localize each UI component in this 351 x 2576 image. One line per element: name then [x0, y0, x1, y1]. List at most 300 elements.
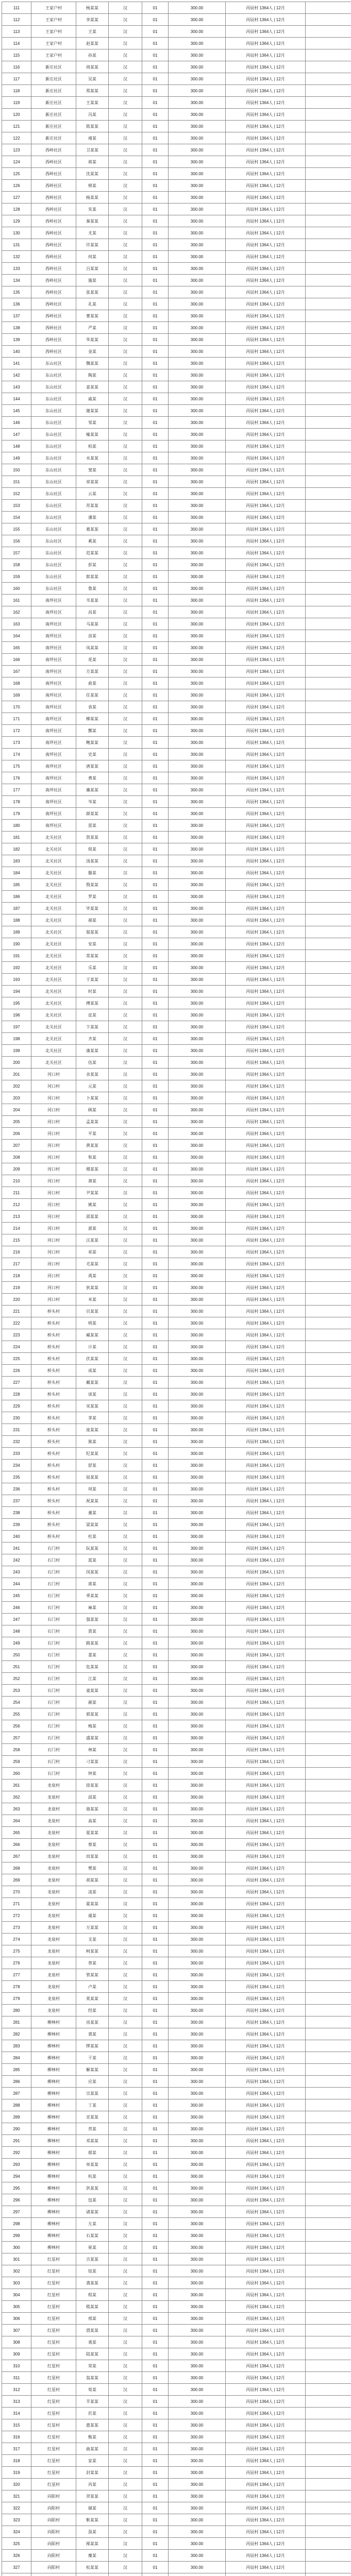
table-row: [2, 168, 351, 180]
cell-amount: 300.00: [169, 1543, 226, 1554]
table-row: [2, 2016, 351, 2028]
table-row: [2, 1625, 351, 1637]
cell-note: 丙辰村 1364人 | 12月: [226, 1211, 306, 1223]
cell-ethnicity: 汉: [109, 2135, 142, 2147]
cell-blank: [306, 14, 351, 26]
cell-name: 米某: [76, 1294, 109, 1306]
cell-note: 丙辰村 1364人 | 12月: [226, 1151, 306, 1163]
cell-seq: 119: [2, 97, 31, 109]
cell-unit: 桥头村: [31, 1507, 76, 1519]
cell-unit: 北关社区: [31, 938, 76, 950]
cell-note: 丙辰村 1364人 | 12月: [226, 749, 306, 760]
cell-unit: 柳林村: [31, 2052, 76, 2064]
cell-amount: 300.00: [169, 512, 226, 523]
cell-ethnicity: 汉: [109, 2301, 142, 2313]
cell-ethnicity: 汉: [109, 2372, 142, 2384]
cell-note: 丙辰村 1364人 | 12月: [226, 571, 306, 583]
table-row: [2, 1388, 351, 1400]
cell-ethnicity: 汉: [109, 1471, 142, 1483]
cell-unit: 向阳村: [31, 2562, 76, 2573]
cell-count: 01: [142, 986, 169, 997]
cell-note: 丙辰村 1364人 | 12月: [226, 2016, 306, 2028]
cell-amount: 300.00: [169, 796, 226, 808]
cell-ethnicity: 汉: [109, 1815, 142, 1827]
cell-unit: 红星村: [31, 2301, 76, 2313]
cell-note: 丙辰村 1364人 | 12月: [226, 701, 306, 713]
cell-name: 何某: [76, 251, 109, 263]
cell-note: 丙辰村 1364人 | 12月: [226, 1661, 306, 1673]
cell-amount: 300.00: [169, 2479, 226, 2490]
cell-name: 荀某: [76, 2384, 109, 2396]
cell-blank: [306, 2206, 351, 2218]
cell-note: 丙辰村 1364人 | 12月: [226, 2111, 306, 2123]
cell-amount: 300.00: [169, 2218, 226, 2230]
cell-name: 狄某某: [76, 1282, 109, 1294]
cell-unit: 东山社区: [31, 547, 76, 559]
cell-seq: 112: [2, 14, 31, 26]
cell-count: 01: [142, 1483, 169, 1495]
cell-seq: 123: [2, 144, 31, 156]
cell-unit: 桥头村: [31, 1531, 76, 1543]
cell-seq: 261: [2, 1780, 31, 1791]
cell-ethnicity: 汉: [109, 121, 142, 132]
cell-unit: 河口村: [31, 1163, 76, 1175]
cell-seq: 271: [2, 1898, 31, 1910]
cell-seq: 198: [2, 1033, 31, 1045]
cell-unit: 东山社区: [31, 381, 76, 393]
cell-unit: 西岭社区: [31, 168, 76, 180]
cell-ethnicity: 汉: [109, 784, 142, 796]
cell-blank: [306, 1685, 351, 1697]
cell-count: 01: [142, 523, 169, 535]
table-row: [2, 1246, 351, 1258]
cell-count: 01: [142, 1175, 169, 1187]
cell-note: 丙辰村 1364人 | 12月: [226, 760, 306, 772]
cell-seq: 206: [2, 1128, 31, 1140]
cell-name: 雷某: [76, 820, 109, 832]
cell-blank: [306, 2550, 351, 2562]
table-row: [2, 2265, 351, 2277]
cell-note: 丙辰村 1364人 | 12月: [226, 1436, 306, 1448]
cell-seq: 236: [2, 1483, 31, 1495]
cell-ethnicity: 汉: [109, 749, 142, 760]
cell-unit: 红星村: [31, 2384, 76, 2396]
cell-seq: 182: [2, 843, 31, 855]
cell-ethnicity: 汉: [109, 464, 142, 476]
cell-ethnicity: 汉: [109, 843, 142, 855]
cell-blank: [306, 286, 351, 298]
cell-name: 邬某某: [76, 926, 109, 938]
cell-count: 01: [142, 1969, 169, 1981]
cell-name: 柳某某: [76, 713, 109, 725]
cell-note: 丙辰村 1364人 | 12月: [226, 1234, 306, 1246]
cell-blank: [306, 2360, 351, 2372]
cell-amount: 300.00: [169, 2289, 226, 2301]
cell-ethnicity: 汉: [109, 1957, 142, 1969]
cell-amount: 300.00: [169, 393, 226, 405]
cell-name: 邱某: [76, 1791, 109, 1803]
cell-unit: 柳林村: [31, 2218, 76, 2230]
cell-ethnicity: 汉: [109, 630, 142, 642]
cell-seq: 293: [2, 2159, 31, 2171]
cell-ethnicity: 汉: [109, 2064, 142, 2076]
cell-note: 丙辰村 1364人 | 12月: [226, 1187, 306, 1199]
cell-note: 丙辰村 1364人 | 12月: [226, 855, 306, 867]
cell-name: 万某某: [76, 1922, 109, 1934]
cell-ethnicity: 汉: [109, 2265, 142, 2277]
cell-blank: [306, 713, 351, 725]
cell-amount: 300.00: [169, 1282, 226, 1294]
table-row: [2, 1317, 351, 1329]
table-row: [2, 701, 351, 713]
cell-count: 01: [142, 559, 169, 571]
cell-ethnicity: 汉: [109, 820, 142, 832]
cell-seq: 310: [2, 2360, 31, 2372]
table-row: [2, 1945, 351, 1957]
cell-count: 01: [142, 239, 169, 251]
cell-unit: 东山社区: [31, 535, 76, 547]
cell-count: 01: [142, 583, 169, 595]
cell-ethnicity: 汉: [109, 2040, 142, 2052]
cell-unit: 柳林村: [31, 2088, 76, 2099]
cell-name: 陆某某: [76, 2348, 109, 2360]
cell-ethnicity: 汉: [109, 1341, 142, 1353]
cell-blank: [306, 1258, 351, 1270]
cell-seq: 248: [2, 1625, 31, 1637]
table-row: [2, 559, 351, 571]
cell-count: 01: [142, 1780, 169, 1791]
cell-ethnicity: 汉: [109, 808, 142, 820]
cell-amount: 300.00: [169, 500, 226, 512]
cell-ethnicity: 汉: [109, 1851, 142, 1862]
cell-ethnicity: 汉: [109, 204, 142, 215]
cell-name: 贾某: [76, 1625, 109, 1637]
table-row: [2, 263, 351, 275]
table-row: [2, 1756, 351, 1768]
table-row: [2, 488, 351, 500]
cell-count: 01: [142, 2206, 169, 2218]
cell-note: 丙辰村 1364人 | 12月: [226, 903, 306, 914]
cell-seq: 283: [2, 2040, 31, 2052]
table-row: [2, 1708, 351, 1720]
cell-seq: 178: [2, 796, 31, 808]
cell-amount: 300.00: [169, 1934, 226, 1945]
cell-unit: 南坪社区: [31, 701, 76, 713]
cell-name: 康某某: [76, 1045, 109, 1057]
table-row: [2, 1874, 351, 1886]
cell-note: 丙辰村 1364人 | 12月: [226, 2171, 306, 2182]
cell-note: 丙辰村 1364人 | 12月: [226, 832, 306, 843]
cell-amount: 300.00: [169, 583, 226, 595]
table-row: [2, 2, 351, 14]
cell-ethnicity: 汉: [109, 1862, 142, 1874]
cell-note: 丙辰村 1364人 | 12月: [226, 950, 306, 962]
cell-amount: 300.00: [169, 239, 226, 251]
cell-name: 储某: [76, 2502, 109, 2514]
cell-blank: [306, 1957, 351, 1969]
table-row: [2, 879, 351, 891]
cell-ethnicity: 汉: [109, 1460, 142, 1471]
cell-count: 01: [142, 642, 169, 654]
cell-seq: 266: [2, 1839, 31, 1851]
cell-unit: 桥头村: [31, 1353, 76, 1365]
cell-name: 魏某某: [76, 358, 109, 369]
cell-ethnicity: 汉: [109, 713, 142, 725]
cell-count: 01: [142, 346, 169, 358]
table-row: [2, 1957, 351, 1969]
cell-ethnicity: 汉: [109, 2538, 142, 2550]
cell-seq: 294: [2, 2171, 31, 2182]
cell-count: 01: [142, 73, 169, 85]
cell-name: 邵某某: [76, 1211, 109, 1223]
table-row: [2, 855, 351, 867]
cell-amount: 300.00: [169, 2348, 226, 2360]
cell-unit: 河口村: [31, 1223, 76, 1234]
cell-blank: [306, 1021, 351, 1033]
cell-name: 宗某某: [76, 2088, 109, 2099]
cell-blank: [306, 1448, 351, 1460]
table-row: [2, 1377, 351, 1388]
cell-unit: 石门村: [31, 1708, 76, 1720]
cell-count: 01: [142, 1661, 169, 1673]
cell-ethnicity: 汉: [109, 606, 142, 618]
cell-seq: 142: [2, 369, 31, 381]
cell-count: 01: [142, 2490, 169, 2502]
cell-name: 郝某: [76, 914, 109, 926]
cell-unit: 南坪社区: [31, 749, 76, 760]
cell-unit: 西岭社区: [31, 215, 76, 227]
table-row: [2, 1092, 351, 1104]
cell-amount: 300.00: [169, 595, 226, 606]
cell-ethnicity: 汉: [109, 1104, 142, 1116]
table-row: [2, 2171, 351, 2182]
cell-ethnicity: 汉: [109, 452, 142, 464]
cell-ethnicity: 汉: [109, 2111, 142, 2123]
cell-seq: 219: [2, 1282, 31, 1294]
cell-blank: [306, 1116, 351, 1128]
cell-unit: 北关社区: [31, 891, 76, 903]
cell-blank: [306, 2005, 351, 2016]
cell-note: 丙辰村 1364人 | 12月: [226, 938, 306, 950]
cell-name: 袁某: [76, 701, 109, 713]
table-row: [2, 1566, 351, 1578]
cell-amount: 300.00: [169, 1151, 226, 1163]
cell-count: 01: [142, 2419, 169, 2431]
cell-unit: 石门村: [31, 1673, 76, 1685]
cell-note: 丙辰村 1364人 | 12月: [226, 1543, 306, 1554]
cell-blank: [306, 1839, 351, 1851]
cell-amount: 300.00: [169, 1246, 226, 1258]
table-row: [2, 737, 351, 749]
cell-seq: 247: [2, 1614, 31, 1625]
roster-body: [2, 2, 351, 2576]
cell-unit: 柳林村: [31, 2194, 76, 2206]
cell-unit: 石门村: [31, 1685, 76, 1697]
cell-ethnicity: 汉: [109, 2242, 142, 2253]
cell-seq: 124: [2, 156, 31, 168]
cell-seq: 262: [2, 1791, 31, 1803]
cell-ethnicity: 汉: [109, 1874, 142, 1886]
cell-seq: 202: [2, 1080, 31, 1092]
cell-unit: 南坪社区: [31, 760, 76, 772]
table-row: [2, 2159, 351, 2171]
cell-ethnicity: 汉: [109, 192, 142, 204]
cell-ethnicity: 汉: [109, 1993, 142, 2005]
cell-unit: 石门村: [31, 1566, 76, 1578]
cell-unit: 向阳村: [31, 2550, 76, 2562]
cell-amount: 300.00: [169, 1720, 226, 1732]
table-row: [2, 251, 351, 263]
cell-unit: 红星村: [31, 2467, 76, 2479]
cell-count: 01: [142, 618, 169, 630]
cell-blank: [306, 1033, 351, 1045]
cell-blank: [306, 2372, 351, 2384]
cell-unit: 桥头村: [31, 1400, 76, 1412]
cell-count: 01: [142, 381, 169, 393]
cell-name: 尤某: [76, 227, 109, 239]
cell-note: 丙辰村 1364人 | 12月: [226, 2490, 306, 2502]
cell-blank: [306, 251, 351, 263]
cell-count: 01: [142, 2455, 169, 2467]
cell-seq: 180: [2, 820, 31, 832]
cell-blank: [306, 1341, 351, 1353]
cell-note: 丙辰村 1364人 | 12月: [226, 310, 306, 322]
cell-note: 丙辰村 1364人 | 12月: [226, 1708, 306, 1720]
table-row: [2, 440, 351, 452]
cell-count: 01: [142, 334, 169, 346]
cell-seq: 205: [2, 1116, 31, 1128]
table-row: [2, 1815, 351, 1827]
cell-seq: 268: [2, 1862, 31, 1874]
cell-seq: 238: [2, 1507, 31, 1519]
cell-blank: [306, 2076, 351, 2088]
cell-name: 石某某: [76, 2230, 109, 2242]
cell-ethnicity: 汉: [109, 1898, 142, 1910]
cell-unit: 南坪社区: [31, 666, 76, 677]
cell-count: 01: [142, 1223, 169, 1234]
table-row: [2, 1519, 351, 1531]
table-row: [2, 1448, 351, 1460]
table-row: [2, 642, 351, 654]
cell-unit: 西岭社区: [31, 298, 76, 310]
cell-blank: [306, 2408, 351, 2419]
table-row: [2, 1175, 351, 1187]
table-row: [2, 595, 351, 606]
table-row: [2, 1697, 351, 1708]
cell-name: 水某某: [76, 452, 109, 464]
cell-seq: 126: [2, 180, 31, 192]
cell-count: 01: [142, 38, 169, 49]
cell-unit: 南坪社区: [31, 820, 76, 832]
cell-ethnicity: 汉: [109, 61, 142, 73]
cell-count: 01: [142, 2, 169, 14]
table-row: [2, 1294, 351, 1306]
cell-count: 01: [142, 1341, 169, 1353]
cell-ethnicity: 汉: [109, 583, 142, 595]
cell-seq: 176: [2, 772, 31, 784]
cell-count: 01: [142, 1412, 169, 1424]
table-row: [2, 1021, 351, 1033]
cell-ethnicity: 汉: [109, 1708, 142, 1720]
cell-blank: [306, 1614, 351, 1625]
cell-count: 01: [142, 1246, 169, 1258]
cell-name: 田某某: [76, 1851, 109, 1862]
cell-amount: 300.00: [169, 1116, 226, 1128]
cell-seq: 254: [2, 1697, 31, 1708]
cell-unit: 桥头村: [31, 1460, 76, 1471]
cell-unit: 石门村: [31, 1602, 76, 1614]
cell-note: 丙辰村 1364人 | 12月: [226, 2230, 306, 2242]
cell-blank: [306, 2171, 351, 2182]
cell-ethnicity: 汉: [109, 1886, 142, 1898]
cell-unit: 东山社区: [31, 523, 76, 535]
cell-amount: 300.00: [169, 1009, 226, 1021]
cell-blank: [306, 429, 351, 440]
cell-count: 01: [142, 2360, 169, 2372]
cell-seq: 311: [2, 2372, 31, 2384]
cell-unit: 新庄社区: [31, 73, 76, 85]
cell-seq: 290: [2, 2123, 31, 2135]
cell-blank: [306, 97, 351, 109]
cell-ethnicity: 汉: [109, 1009, 142, 1021]
cell-blank: [306, 855, 351, 867]
cell-note: 丙辰村 1364人 | 12月: [226, 974, 306, 986]
cell-name: 卞某某: [76, 1021, 109, 1033]
cell-unit: 龙泉村: [31, 1910, 76, 1922]
cell-name: 曹某某: [76, 310, 109, 322]
cell-note: 丙辰村 1364人 | 12月: [226, 1874, 306, 1886]
cell-note: 丙辰村 1364人 | 12月: [226, 1009, 306, 1021]
cell-ethnicity: 汉: [109, 1791, 142, 1803]
cell-blank: [306, 346, 351, 358]
cell-amount: 300.00: [169, 1566, 226, 1578]
cell-blank: [306, 1862, 351, 1874]
cell-count: 01: [142, 2265, 169, 2277]
cell-amount: 300.00: [169, 2099, 226, 2111]
table-row: [2, 2277, 351, 2289]
cell-count: 01: [142, 2313, 169, 2325]
cell-count: 01: [142, 1282, 169, 1294]
cell-unit: 石门村: [31, 1720, 76, 1732]
cell-count: 01: [142, 1448, 169, 1460]
cell-name: 郭某某: [76, 1708, 109, 1720]
cell-unit: 新庄社区: [31, 85, 76, 97]
cell-blank: [306, 1566, 351, 1578]
cell-name: 韩某: [76, 180, 109, 192]
cell-count: 01: [142, 500, 169, 512]
table-row: [2, 322, 351, 334]
cell-name: 傅某某: [76, 997, 109, 1009]
cell-seq: 166: [2, 654, 31, 666]
cell-seq: 291: [2, 2135, 31, 2147]
cell-amount: 300.00: [169, 1531, 226, 1543]
cell-amount: 300.00: [169, 227, 226, 239]
cell-unit: 石门村: [31, 1732, 76, 1744]
cell-seq: 210: [2, 1175, 31, 1187]
cell-count: 01: [142, 2171, 169, 2182]
cell-seq: 307: [2, 2325, 31, 2336]
cell-seq: 152: [2, 488, 31, 500]
cell-name: 马某某: [76, 618, 109, 630]
table-row: [2, 1258, 351, 1270]
cell-name: 奚某: [76, 535, 109, 547]
cell-blank: [306, 1069, 351, 1080]
cell-name: 苏某某: [76, 500, 109, 512]
cell-unit: 柳林村: [31, 2147, 76, 2159]
cell-blank: [306, 1377, 351, 1388]
cell-unit: 柳林村: [31, 2182, 76, 2194]
table-row: [2, 1993, 351, 2005]
